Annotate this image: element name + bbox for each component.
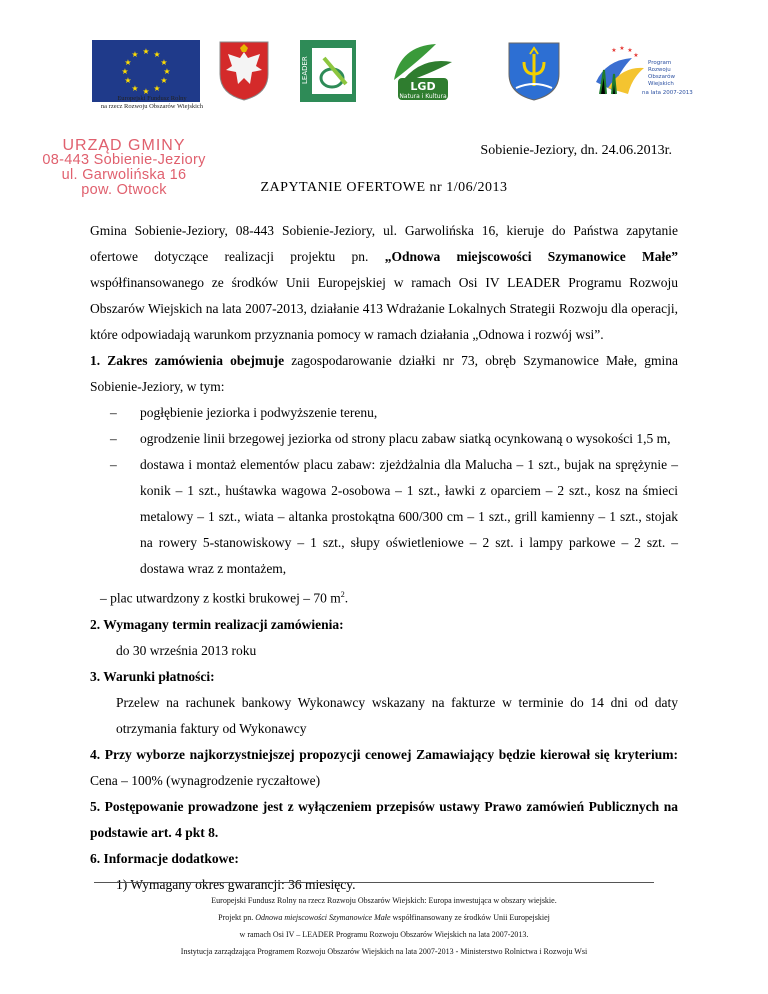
stamp-line-4: pow. Otwock bbox=[81, 182, 167, 198]
svg-text:★: ★ bbox=[131, 84, 139, 93]
eu-flag-logo bbox=[92, 40, 200, 102]
scope-item: – dostawa i montaż elementów placu zabaw: zjeżdżalnia dla Malucha – 1 szt., bujak na sprężynie – konik – 1 szt., huśtawka wagowa 2-osobowa – 1 szt., ławki z oparciem – 2 szt., kosz na śmieci metalowy – 1 szt., wiata – altanka prostokątna 600/300 cm – 1 szt., grill kamienny – 1 szt., stojak na rowery 5-stanowiskowy – 1 szt., słupy oświetleniowe – 2 szt. i lampy parkowe – 2 szt. – dostawa wraz z montażem, bbox=[90, 452, 678, 582]
project-name: „Odnowa miejscowości Szymanowice Małe” bbox=[384, 249, 679, 264]
mazovia-eagle-emblem bbox=[218, 40, 270, 102]
sobienie-jeziory-emblem bbox=[506, 40, 562, 102]
svg-text:★: ★ bbox=[142, 47, 150, 56]
section-6 bbox=[90, 846, 678, 872]
prow-line-1: Program bbox=[648, 60, 672, 66]
section-2-text: do 30 września 2013 roku bbox=[116, 642, 257, 658]
svg-text:★: ★ bbox=[153, 50, 161, 59]
footer-line-3: w ramach Osi IV – LEADER Programu Rozwoju Obszarów Wiejskich na lata 2007-2013. bbox=[239, 930, 529, 939]
section-5 bbox=[90, 794, 678, 846]
svg-text:★: ★ bbox=[163, 67, 171, 76]
svg-text:★: ★ bbox=[124, 58, 132, 67]
svg-text:★: ★ bbox=[121, 67, 129, 76]
svg-text:★: ★ bbox=[124, 76, 132, 85]
stamp-line-3: ul. Garwolińska 16 bbox=[61, 167, 187, 183]
lgd-logo bbox=[380, 40, 460, 102]
footer-line-2a: Projekt pn. bbox=[218, 913, 256, 922]
svg-text:★: ★ bbox=[160, 58, 168, 67]
prow-line-4: Wiejskich bbox=[648, 81, 674, 87]
footer-line-4: Instytucja zarządzająca Programem Rozwoju Obszarów Wiejskich na lata 2007-2013 - Ministerstwo Rolnictwa i Rozwoju Wsi bbox=[180, 947, 588, 956]
footer-project-name: Odnowa miejscowości Szymanowice Małe bbox=[255, 913, 391, 922]
footer-line-2b: współfinansowany ze środków Unii Europejskiej bbox=[390, 913, 550, 922]
stamp-line-2: 08-443 Sobienie-Jeziory bbox=[42, 152, 206, 168]
scope-item-last-sup: 2 bbox=[340, 590, 345, 599]
lgd-logo-subtext: Natura i Kultura bbox=[399, 93, 447, 100]
scope-item-last-text: – plac utwardzony z kostki brukowej – 70 m bbox=[100, 590, 341, 606]
svg-text:★: ★ bbox=[611, 47, 617, 54]
document-title: ZAPYTANIE OFERTOWE nr 1/06/2013 bbox=[260, 180, 508, 195]
prow-line-3: Obszarów bbox=[648, 74, 675, 80]
section-3-heading: 3. Warunki płatności: bbox=[90, 668, 215, 684]
section-3-text: Przelew na rachunek bankowy Wykonawcy wskazany na fakturze w terminie do 14 dni od daty otrzymania faktury od Wykonawcy bbox=[116, 694, 678, 736]
scope-item: – pogłębienie jeziorka i podwyższenie terenu, bbox=[90, 400, 678, 426]
prow-logo bbox=[592, 40, 693, 102]
eu-caption-line2: na rzecz Rozwoju Obszarów Wiejskich bbox=[100, 103, 204, 110]
section-1 bbox=[90, 348, 678, 400]
section-6-text: 1) Wymagany okres gwarancji: 36 miesięcy. bbox=[116, 876, 356, 892]
footer-line-1: Europejski Fundusz Rolny na rzecz Rozwoju Obszarów Wiejskich: Europa inwestująca w obszary wiejskie. bbox=[211, 896, 557, 905]
footer-line-2 bbox=[0, 909, 768, 926]
leader-logo-text: LEADER bbox=[301, 56, 309, 84]
prow-line-2: Rozwoju bbox=[648, 67, 671, 73]
stamp-line-1: URZĄD GMINY bbox=[62, 137, 186, 154]
section-5-heading: 5. Postępowanie prowadzone jest z wyłączeniem przepisów ustawy Prawo zamówień Publicznych na podstawie art. 4 pkt 8. bbox=[90, 798, 678, 840]
section-4-heading: 4. Przy wyborze najkorzystniejszej propozycji cenowej Zamawiający będzie kierował się kryterium: bbox=[90, 746, 678, 762]
date-line: Sobienie-Jeziory, dn. 24.06.2013r. bbox=[480, 143, 672, 158]
eu-caption bbox=[97, 95, 207, 111]
footer-divider bbox=[94, 882, 654, 883]
intro-paragraph bbox=[90, 218, 678, 348]
scope-item: – ogrodzenie linii brzegowej jeziorka od strony placu zabaw siatką ocynkowaną o wysokości 1,5 m, bbox=[90, 426, 678, 452]
svg-text:★: ★ bbox=[142, 87, 150, 96]
svg-text:★: ★ bbox=[131, 50, 139, 59]
lgd-logo-text: LGD bbox=[410, 80, 436, 93]
section-1-text: zagospodarowanie działki nr 73, obręb Szymanowice Małe, gmina Sobienie-Jeziory, w tym: bbox=[90, 353, 679, 394]
section-2-heading: 2. Wymagany termin realizacji zamówienia: bbox=[90, 616, 344, 632]
section-2 bbox=[90, 612, 678, 638]
svg-text:★: ★ bbox=[619, 45, 625, 52]
footer bbox=[0, 892, 768, 960]
section-4 bbox=[90, 742, 678, 794]
svg-text:★: ★ bbox=[160, 76, 168, 85]
leader-logo bbox=[300, 40, 356, 102]
section-3 bbox=[90, 664, 678, 690]
document-body bbox=[90, 218, 678, 898]
scope-item-last bbox=[90, 582, 678, 612]
svg-text:★: ★ bbox=[627, 47, 633, 54]
section-6-heading: 6. Informacje dodatkowe: bbox=[90, 850, 239, 866]
svg-text:★: ★ bbox=[633, 52, 639, 59]
section-4-text: Cena – 100% (wynagrodzenie ryczałtowe) bbox=[90, 772, 321, 788]
section-1-heading: 1. Zakres zamówienia obejmuje bbox=[90, 353, 285, 368]
intro-text-1: Gmina Sobienie-Jeziory, 08-443 Sobienie-Jeziory, ul. Garwolińska 16, kieruje do Państwa zapytanie ofertowe dotyczące realizacji projektu pn. bbox=[90, 223, 678, 264]
eu-caption-line1: Europejski Fundusz Rolny bbox=[117, 95, 187, 102]
scope-item-last-end: . bbox=[344, 590, 349, 606]
svg-text:★: ★ bbox=[153, 84, 161, 93]
intro-text-2: współfinansowanego ze środków Unii Europejskiej w ramach Osi IV LEADER Programu Rozwoju Obszarów Wiejskich na lata 2007-2013, działanie 413 Wdrażanie Lokalnych Strategii Rozwoju dla operacji, które odpowiadają warunkom przyznania pomocy w ramach działania „Odnowa i rozwój wsi”. bbox=[90, 275, 678, 342]
prow-line-5: na lata 2007-2013 bbox=[642, 90, 693, 96]
